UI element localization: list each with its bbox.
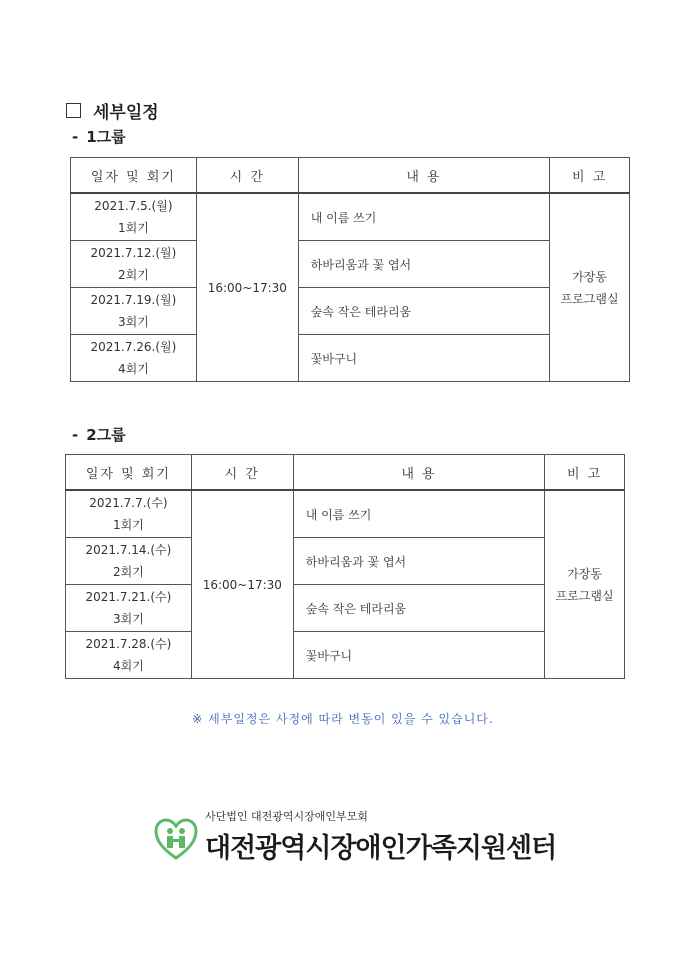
- heart-family-icon: [153, 816, 199, 862]
- date-cell: 2021.7.26.(월) 4회기: [71, 335, 197, 382]
- table-row: [71, 241, 630, 288]
- date-cell: 2021.7.28.(수) 4회기: [66, 632, 192, 679]
- time-cell: 16:00~17:30: [196, 193, 298, 382]
- note-cell: 가장동 프로그램실: [545, 490, 625, 679]
- organization-logo-block: [153, 806, 557, 866]
- section-title-text: 세부일정: [93, 103, 159, 123]
- table-row: [66, 585, 625, 632]
- header-time: 시 간: [196, 158, 298, 194]
- table-row: [71, 288, 630, 335]
- content-cell: 숲속 작은 테라리움: [298, 288, 549, 335]
- content-cell: 꽃바구니: [293, 632, 544, 679]
- date-cell: 2021.7.12.(월) 2회기: [71, 241, 197, 288]
- date-cell: 2021.7.5.(월) 1회기: [71, 193, 197, 241]
- table-row: [71, 335, 630, 382]
- group2-label: - 2그룹: [72, 426, 126, 444]
- table-header-row: [66, 455, 625, 491]
- header-date: 일자 및 회기: [71, 158, 197, 194]
- content-cell: 하바리움과 꽃 엽서: [293, 538, 544, 585]
- date-cell: 2021.7.7.(수) 1회기: [66, 490, 192, 538]
- group1-label: - 1그룹: [72, 128, 126, 146]
- content-cell: 내 이름 쓰기: [298, 193, 549, 241]
- time-cell: 16:00~17:30: [191, 490, 293, 679]
- section-title: [66, 98, 159, 123]
- content-cell: 내 이름 쓰기: [293, 490, 544, 538]
- group1-schedule-table: [70, 157, 630, 382]
- group2-schedule-table: [65, 454, 625, 679]
- header-content: 내 용: [293, 455, 544, 491]
- table-header-row: [71, 158, 630, 194]
- date-cell: 2021.7.21.(수) 3회기: [66, 585, 192, 632]
- content-cell: 꽃바구니: [298, 335, 549, 382]
- table-row: [66, 632, 625, 679]
- header-content: 내 용: [298, 158, 549, 194]
- header-note: 비 고: [545, 455, 625, 491]
- header-time: 시 간: [191, 455, 293, 491]
- header-note: 비 고: [550, 158, 630, 194]
- org-subtitle: 사단법인 대전광역시장애인부모회: [205, 810, 368, 823]
- checkbox-icon: [66, 103, 81, 118]
- header-date: 일자 및 회기: [66, 455, 192, 491]
- footnote: ※ 세부일정은 사정에 따라 변동이 있을 수 있습니다.: [192, 712, 494, 726]
- group1-label-text: 1그룹: [86, 128, 126, 146]
- note-cell: 가장동 프로그램실: [550, 193, 630, 382]
- table-row: [66, 538, 625, 585]
- content-cell: 하바리움과 꽃 엽서: [298, 241, 549, 288]
- org-name: 대전광역시장애인가족지원센터: [205, 833, 557, 864]
- group2-label-text: 2그룹: [86, 426, 126, 444]
- table-row: [71, 193, 630, 241]
- date-cell: 2021.7.19.(월) 3회기: [71, 288, 197, 335]
- table-row: [66, 490, 625, 538]
- date-cell: 2021.7.14.(수) 2회기: [66, 538, 192, 585]
- content-cell: 숲속 작은 테라리움: [293, 585, 544, 632]
